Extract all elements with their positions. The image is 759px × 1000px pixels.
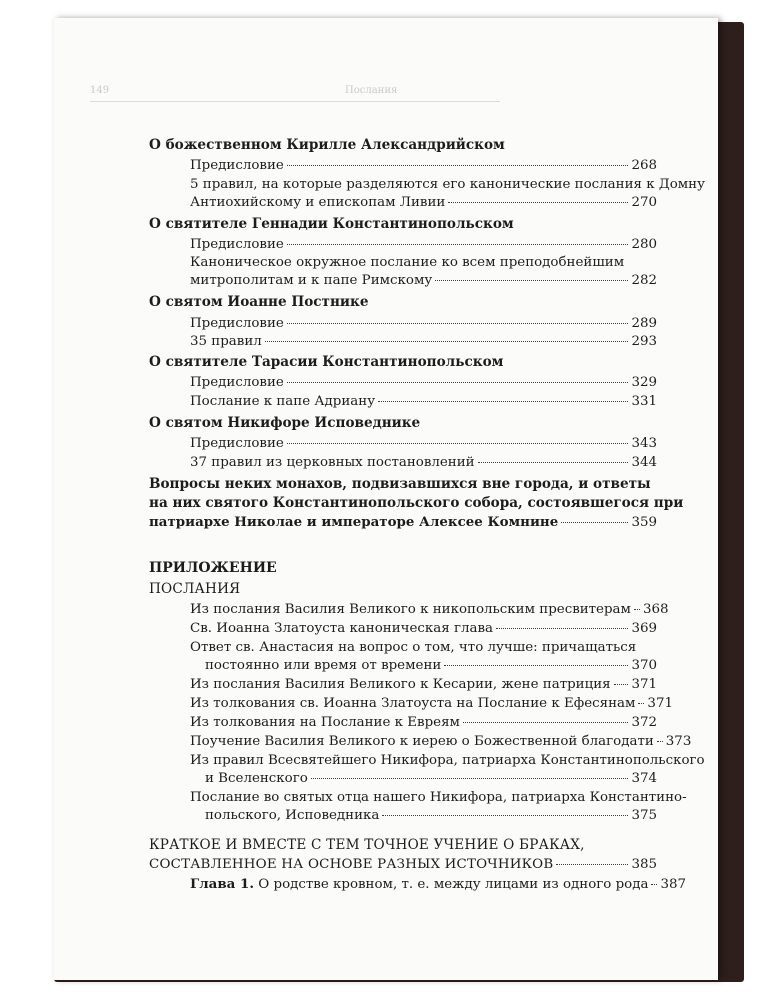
questions-heading-line: Вопросы неких монахов, подвизавшихся вне города, и ответы (149, 476, 651, 492)
section-heading: О святителе Тарасии Константинопольском (149, 354, 504, 370)
dot-leader (382, 815, 628, 816)
page-number: 344 (631, 455, 657, 470)
entry-title (190, 876, 648, 893)
dot-leader (287, 323, 629, 324)
entry-title: патриархе Николае и императоре Алексее Комнине (149, 514, 559, 530)
toc-entry[interactable] (190, 194, 657, 211)
entry-title-line: Ответ св. Анастасия на вопрос о том, что лучше: причащаться (190, 640, 637, 655)
dot-leader (435, 280, 628, 281)
entry-title: и Вселенского (205, 771, 308, 786)
toc-entry[interactable] (149, 514, 657, 531)
page-number: 293 (631, 334, 657, 349)
entry-title-line: Из правил Всесвятейшего Никифора, патриарха Константинопольского (190, 753, 705, 768)
entry-title-line: Каноническое окружное послание ко всем преподобнейшим (190, 255, 625, 270)
toc-entry[interactable] (190, 157, 657, 174)
questions-heading-line: на них святого Константинопольского собора, состоявшегося при (149, 495, 684, 511)
entry-title: Из послания Василия Великого к никопольским пресвитерам (190, 602, 631, 617)
dot-leader (478, 462, 629, 463)
toc-entry[interactable] (205, 770, 657, 787)
page-number: 385 (631, 857, 657, 872)
entry-title: митрополитам и к папе Римскому (190, 273, 433, 288)
toc-entry[interactable] (190, 236, 657, 253)
entry-title: Св. Иоанна Златоуста каноническая глава (190, 621, 493, 636)
entry-title: 37 правил из церковных постановлений (190, 455, 475, 470)
toc-entry[interactable] (190, 733, 692, 750)
dot-leader (287, 165, 629, 166)
entry-title-line: Послание во святых отца нашего Никифора, патриарха Константино- (190, 790, 687, 805)
section-heading: О божественном Кирилле Александрийском (149, 137, 505, 153)
dot-leader (444, 665, 628, 666)
toc-entry[interactable] (190, 435, 657, 452)
dot-leader (378, 401, 628, 402)
entry-title: Поучение Василия Великого к иерею о Божественной благодати (190, 734, 654, 749)
page-number: 373 (665, 734, 692, 749)
chapter-text: О родстве кровном, т. е. между лицами из одного рода (258, 877, 649, 892)
page-number: 329 (631, 375, 657, 390)
page-number: 375 (631, 808, 657, 823)
toc-entry[interactable] (190, 695, 673, 712)
entry-title: Из толкования св. Иоанна Златоуста на Послание к Ефесянам (190, 696, 636, 711)
entry-title: Из толкования на Послание к Евреям (190, 715, 460, 730)
show-through-page-number: 149 (90, 85, 110, 96)
marriage-heading-line: КРАТКОЕ И ВМЕСТЕ С ТЕМ ТОЧНОЕ УЧЕНИЕ О БРАКАХ, (149, 837, 585, 853)
dot-leader (287, 443, 629, 444)
page-number: 368 (642, 602, 669, 617)
section-heading: О святом Иоанне Постнике (149, 294, 369, 310)
toc-entry[interactable] (190, 393, 657, 410)
entry-title-line: 5 правил, на которые разделяются его канонические послания к Домну (190, 177, 705, 192)
page-number: 370 (631, 658, 657, 673)
entry-title: Предисловие (190, 316, 284, 331)
toc-entry[interactable] (190, 272, 657, 289)
entry-title: польского, Исповедника (205, 808, 380, 823)
dot-leader (634, 609, 640, 610)
entry-title: Предисловие (190, 375, 284, 390)
page-number: 282 (631, 273, 657, 288)
toc-entry[interactable] (190, 714, 657, 731)
toc-entry[interactable] (190, 601, 669, 618)
section-heading: О святителе Геннадии Константинопольском (149, 216, 514, 232)
entry-title: СОСТАВЛЕННОЕ НА ОСНОВЕ РАЗНЫХ ИСТОЧНИКОВ (149, 857, 554, 872)
page-number: 270 (631, 195, 657, 210)
dot-leader (561, 522, 628, 523)
dot-leader (287, 382, 629, 383)
page-number: 289 (631, 316, 657, 331)
entry-title: Послание к папе Адриану (190, 394, 376, 409)
entry-title: Предисловие (190, 158, 284, 173)
page-number: 331 (631, 394, 657, 409)
page-number: 359 (631, 515, 657, 530)
entry-title: Антиохийскому и епископам Ливии (190, 195, 446, 210)
page-number: 371 (647, 696, 673, 711)
toc-entry[interactable] (190, 676, 657, 693)
toc-entry[interactable] (190, 315, 657, 332)
toc-entry[interactable] (149, 856, 657, 873)
dot-leader (463, 722, 628, 723)
entry-title: Предисловие (190, 436, 284, 451)
page-number: 372 (631, 715, 657, 730)
appendix-subtitle: ПОСЛАНИЯ (149, 581, 241, 597)
entry-title: Предисловие (190, 237, 284, 252)
appendix-title: ПРИЛОЖЕНИЕ (149, 560, 277, 576)
dot-leader (265, 341, 629, 342)
dot-leader (496, 628, 628, 629)
show-through-title: Послания (345, 85, 398, 96)
entry-title: Из послания Василия Великого к Кесарии, жене патриция (190, 677, 611, 692)
chapter-label: Глава 1. (190, 876, 254, 892)
dot-leader (638, 703, 644, 704)
dot-leader (657, 741, 663, 742)
dot-leader (651, 884, 657, 885)
page-number: 387 (660, 877, 687, 892)
dot-leader (556, 864, 628, 865)
section-heading: О святом Никифоре Исповеднике (149, 415, 421, 431)
dot-leader (287, 244, 629, 245)
toc-entry[interactable] (190, 374, 657, 391)
page-number: 369 (631, 621, 657, 636)
entry-title: постоянно или время от времени (205, 658, 442, 673)
page-number: 343 (631, 436, 657, 451)
toc-entry[interactable] (190, 333, 657, 350)
dot-leader (448, 202, 628, 203)
toc-entry[interactable] (190, 620, 657, 637)
page-number: 280 (631, 237, 657, 252)
dot-leader (614, 684, 629, 685)
toc-entry[interactable] (205, 807, 657, 824)
page-number: 371 (631, 677, 657, 692)
toc-entry[interactable] (190, 876, 687, 893)
toc-entry[interactable] (190, 454, 657, 471)
page-number: 268 (631, 158, 657, 173)
page-number: 374 (631, 771, 657, 786)
dot-leader (311, 778, 629, 779)
toc-entry[interactable] (205, 657, 657, 674)
entry-title: 35 правил (190, 334, 262, 349)
